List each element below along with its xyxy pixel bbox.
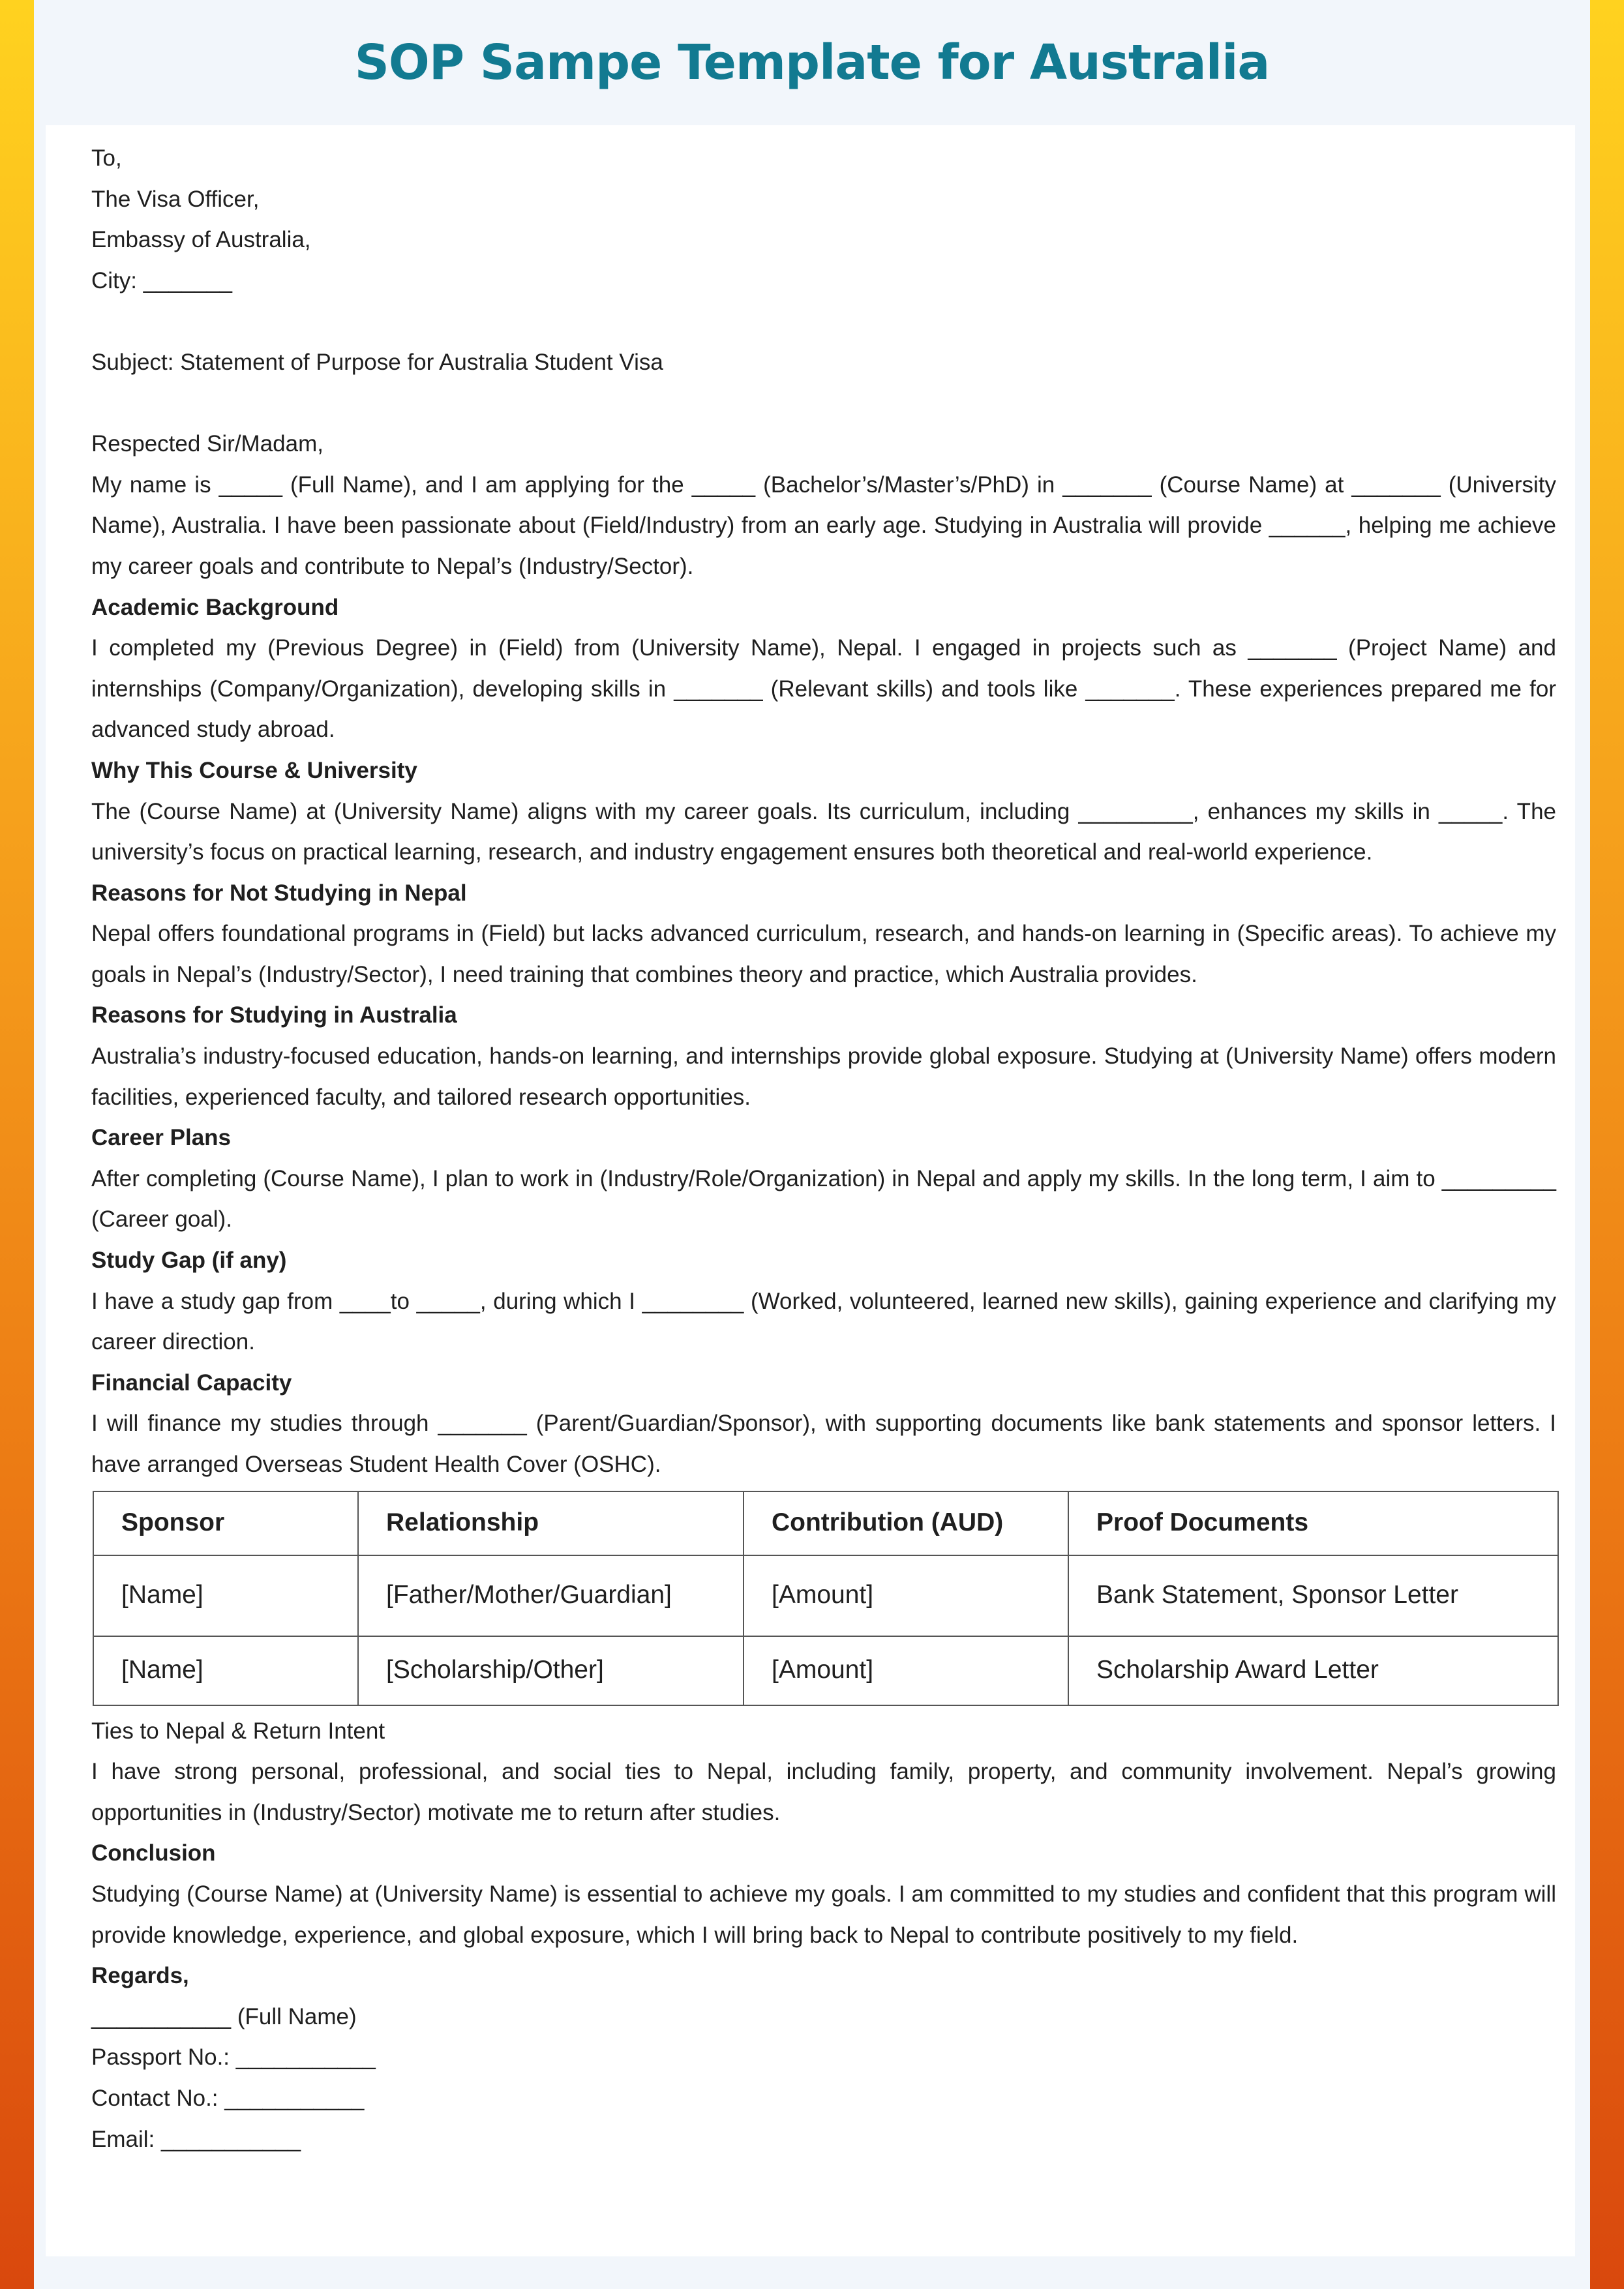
page (34, 0, 1590, 2289)
contact-line: Contact No.: ___________ (91, 2085, 365, 2111)
subject-line: Subject: Statement of Purpose for Australia Student Visa (91, 349, 663, 375)
address-line: City: _______ (91, 267, 232, 293)
column-header: Proof Documents (1068, 1491, 1558, 1555)
table-cell: [Amount] (744, 1555, 1068, 1636)
section-heading: Reasons for Not Studying in Nepal (91, 880, 467, 906)
table-row (93, 1555, 1558, 1636)
section-text: I have a study gap from ____to _____, during which I ________ (Worked, volunteered, learned new skills), gaining experience and clarifying my career direction. (91, 1288, 1556, 1355)
section-heading: Academic Background (91, 594, 339, 620)
section-text: The (Course Name) at (University Name) aligns with my career goals. Its curriculum, including _________, enhances my skills in _____. The university’s focus on practical learning, research, and industry engagement ensures both theoretical and real-world experience. (91, 798, 1556, 865)
table-cell: [Father/Mother/Guardian] (358, 1555, 744, 1636)
table-cell: [Name] (93, 1636, 358, 1705)
table-row (93, 1636, 1558, 1705)
ties-heading: Ties to Nepal & Return Intent (91, 1718, 385, 1744)
section-heading: Financial Capacity (91, 1369, 292, 1396)
section-heading: Career Plans (91, 1125, 232, 1151)
regards: Regards, (91, 1963, 189, 1989)
section-text: Nepal offers foundational programs in (Field) but lacks advanced curriculum, research, and hands-on learning in (Specific areas). To achieve my goals in Nepal’s (Industry/Sector), I need training that combines theory and practice, which Australia provides. (91, 921, 1556, 987)
table-cell: Scholarship Award Letter (1068, 1636, 1558, 1705)
signature-name-line: ___________ (Full Name) (91, 2003, 357, 2029)
column-header: Contribution (AUD) (744, 1491, 1068, 1555)
section-text: After completing (Course Name), I plan to work in (Industry/Role/Organization) in Nepal and apply my skills. In the long term, I aim to _________ (Career goal). (91, 1165, 1556, 1233)
section-text: I will finance my studies through _______ (Parent/Guardian/Sponsor), with supporting documents like bank statements and sponsor letters. I have arranged Overseas Student Health Cover (OSHC). (91, 1411, 1556, 1477)
column-header: Sponsor (93, 1491, 358, 1555)
email-line: Email: ___________ (91, 2126, 301, 2152)
column-header: Relationship (358, 1491, 744, 1555)
title-bar (34, 0, 1590, 125)
table-cell: Bank Statement, Sponsor Letter (1068, 1555, 1558, 1636)
address-line: Embassy of Australia, (91, 227, 311, 253)
ties-text: I have strong personal, professional, and social ties to Nepal, including family, property, and community involvement. Nepal’s growing opportunities in (Industry/Sector) motivate me to return after studies. (91, 1759, 1556, 1825)
passport-line: Passport No.: ___________ (91, 2044, 376, 2071)
table-cell: [Scholarship/Other] (358, 1636, 744, 1705)
table-cell: [Name] (93, 1555, 358, 1636)
sponsor-table (93, 1491, 1559, 1706)
document-sheet (46, 125, 1575, 2256)
salutation: Respected Sir/Madam, (91, 431, 323, 457)
section-heading: Why This Course & University (91, 757, 417, 783)
section-heading: Reasons for Studying in Australia (91, 1002, 457, 1028)
address-line: The Visa Officer, (91, 186, 260, 212)
section-heading: Study Gap (if any) (91, 1248, 287, 1274)
letter-content (91, 138, 1556, 2160)
section-text: I completed my (Previous Degree) in (Field) from (University Name), Nepal. I engaged in projects such as _______ (Project Name) and internships (Company/Organization), developing skills in _______ (Relevant skills) and tools like _______. These experiences prepared me for advanced study abroad. (91, 635, 1556, 743)
section-text: Australia’s industry-focused education, hands-on learning, and internships provide global exposure. Studying at (University Name) offers modern facilities, experienced faculty, and tailored research opportunities. (91, 1043, 1556, 1110)
intro-paragraph: My name is _____ (Full Name), and I am applying for the _____ (Bachelor’s/Master’s/PhD) in _______ (Course Name) at _______ (University Name), Australia. I have been passionate about (Field/Industry) from an early age. Studying in Australia will provide ______, helping me achieve my career goals and contribute to Nepal’s (Industry/Sector). (91, 471, 1556, 579)
page-title: SOP Sampe Template for Australia (354, 35, 1270, 91)
address-line: To, (91, 145, 122, 171)
conclusion-heading: Conclusion (91, 1840, 216, 1866)
table-cell: [Amount] (744, 1636, 1068, 1705)
conclusion-text: Studying (Course Name) at (University Name) is essential to achieve my goals. I am committed to my studies and confident that this program will provide knowledge, experience, and global exposure, which I will bring back to Nepal to contribute positively to my field. (91, 1881, 1556, 1948)
table-header-row (93, 1491, 1558, 1555)
